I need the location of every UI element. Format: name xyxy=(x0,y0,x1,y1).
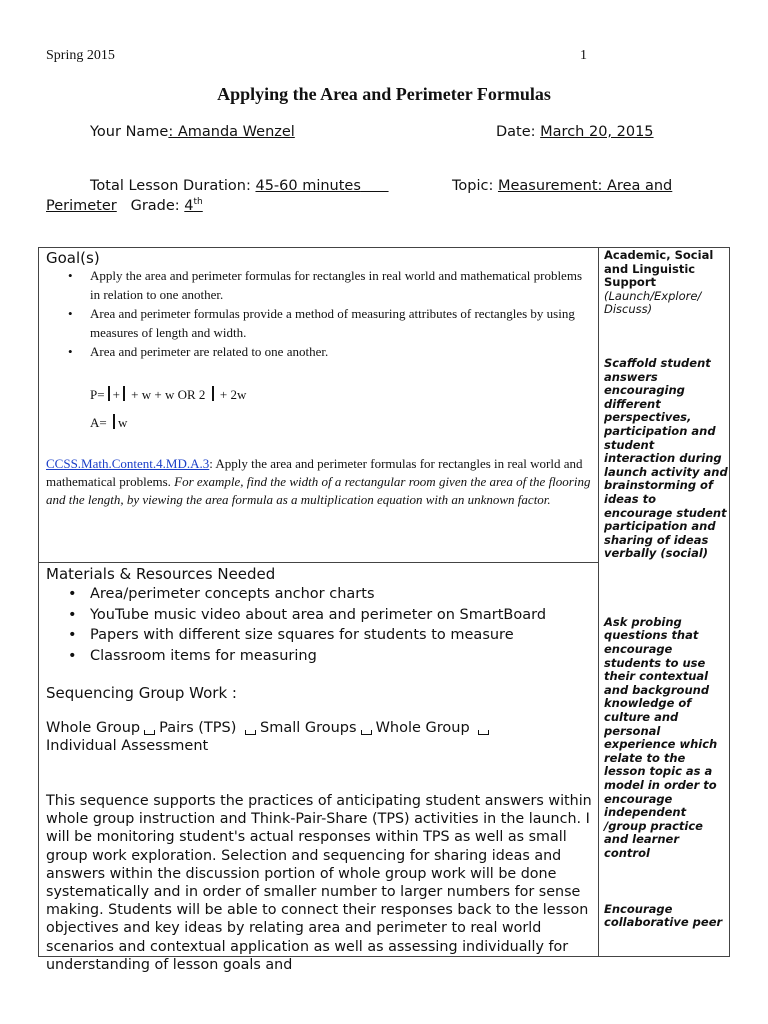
grade-value: 4th xyxy=(184,197,203,214)
support-heading: Academic, Social and Linguistic Support xyxy=(604,248,714,290)
date-field xyxy=(496,124,654,140)
sequencing-paragraph: This sequence supports the practices of anticipating student answers within whole group instruction and Think-Pair-Share (TPS) activities in the launch. I will be monitoring student's actual responses within TPS as well as small group work exploration. Selection and sequencing for sharing ideas and answers within the discussion portion of whole group work will be done systematically and in order of smaller number to larger numbers for sense making. Students will be able to connect their responses back to the lesson objectives and key ideas by relating area and perimeter to real world scenarios and contextual application as well as assessing individually for understanding of lesson goals and xyxy=(46,793,592,973)
materials-heading: Materials & Resources Needed xyxy=(46,565,276,583)
area-formula: A= w xyxy=(90,415,128,430)
goals-list xyxy=(68,266,590,361)
support-column xyxy=(604,249,728,930)
perimeter-formula: P= + + w + w OR 2 + 2w xyxy=(90,387,247,402)
list-item: • Apply the area and perimeter formulas for rectangles in real world and mathematical problems in relation to one another. xyxy=(68,268,583,302)
support-subheading: (Launch/Explore/ Discuss) xyxy=(604,288,702,317)
list-item: • YouTube music video about area and perimeter on SmartBoard xyxy=(68,606,547,623)
goals-heading: Goal(s) xyxy=(46,249,100,267)
arrow-icon xyxy=(478,730,489,735)
duration-field xyxy=(90,178,389,194)
list-item: • Area/perimeter concepts anchor charts xyxy=(68,586,375,602)
ccss-standard: CCSS.Math.Content.4.MD.A.3: Apply the area and perimeter formulas for rectangles in real world and mathematical problems. For example, find the width of a rectangular room given the area of the flooring and the length, by viewing the area formula as a multiplication equation with an unknown factor. xyxy=(46,456,591,507)
topic-field xyxy=(452,178,672,194)
name-value: : Amanda Wenzel xyxy=(168,124,295,140)
grade-label: Grade: xyxy=(130,197,185,214)
date-label: Date: xyxy=(496,124,541,140)
duration-label: Total Lesson Duration: xyxy=(90,178,256,194)
topic-grade-line xyxy=(46,197,203,214)
duration-value: 45-60 minutes xyxy=(255,178,361,194)
header-term: Spring 2015 xyxy=(46,48,115,63)
row-divider xyxy=(38,562,599,563)
list-item: • Papers with different size squares for students to measure xyxy=(68,627,514,643)
column-divider xyxy=(598,247,599,957)
page-title: Applying the Area and Perimeter Formulas xyxy=(217,84,551,104)
arrow-icon xyxy=(144,730,155,735)
arrow-icon xyxy=(245,730,256,735)
topic-label: Topic: xyxy=(452,178,498,194)
ccss-link[interactable]: CCSS.Math.Content.4.MD.A.3 xyxy=(46,456,210,471)
page-number: 1 xyxy=(580,48,587,63)
list-item: • Classroom items for measuring xyxy=(68,647,317,664)
topic-value: Measurement: Area and xyxy=(497,178,673,194)
sequencing-steps: Whole Group Pairs (TPS) Small Groups Whole Group Individual Assessment xyxy=(46,719,586,755)
arrow-icon xyxy=(361,730,372,735)
name-field xyxy=(90,124,295,140)
list-item: • Area and perimeter are related to one another. xyxy=(68,344,329,359)
materials-list xyxy=(68,584,590,666)
support-note-probing: Ask probing questions that encourage students to use their contextual and background knowledge of culture and personal experience which relate to the lesson topic as a model in order to encourage independent /group practice and learner control xyxy=(604,614,718,860)
support-note-scaffold: Scaffold student answers encouraging different perspectives, participation and student interaction during launch activity and brainstorming of ideas to encourage student participation and sharing of ideas verbally (social) xyxy=(604,355,728,561)
sequencing-heading: Sequencing Group Work : xyxy=(46,684,237,702)
date-value: March 20, 2015 xyxy=(540,124,654,140)
support-note-collaborative: Encourage collaborative peer xyxy=(604,901,723,930)
name-label: Your Name xyxy=(90,124,169,140)
list-item: • Area and perimeter formulas provide a method of measuring attributes of rectangles by using measures of length and width. xyxy=(68,306,575,340)
topic-value-cont: Perimeter xyxy=(46,197,117,214)
